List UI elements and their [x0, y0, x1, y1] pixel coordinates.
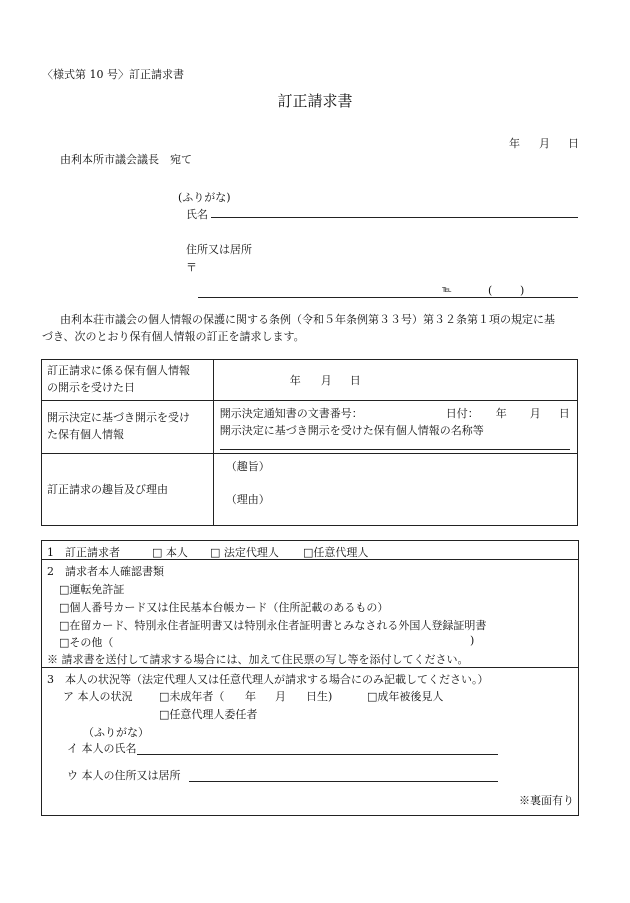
minor-birth-day: 日生)	[306, 690, 333, 703]
reason-text-label: （理由）	[225, 493, 270, 506]
principal-furigana-label: （ふりがな）	[83, 726, 149, 739]
furigana-label: (ふりがな)	[178, 191, 231, 204]
disclosed-info-label-2: た保有個人情報	[47, 428, 124, 441]
disclosure-date-label-2: の開示を受けた日	[47, 381, 135, 394]
reason-label-cell	[42, 454, 214, 526]
divider	[42, 667, 578, 668]
doc-month: 月	[529, 407, 541, 420]
reason-label: 訂正請求の趣旨及び理由	[47, 483, 168, 496]
tel-close-paren: )	[520, 284, 525, 297]
reverse-side-note: ※裏面有り	[519, 794, 574, 807]
principal-address-field[interactable]	[189, 781, 498, 782]
date-year: 年	[509, 137, 520, 150]
voluntary-principal-checkbox[interactable]: □任意代理人委任者	[159, 708, 258, 721]
mailing-note: ※ 請求書を送付して請求する場合には、加えて住民票の写し等を添付してください。	[47, 653, 469, 666]
requester-info-box	[41, 540, 579, 816]
doc-date-label: 日付：	[445, 407, 479, 420]
principal-name-field[interactable]	[137, 754, 498, 755]
other-doc-checkbox[interactable]: □その他（	[59, 636, 114, 649]
doc-year: 年	[495, 407, 507, 420]
principal-status-label: 3 本人の状況等（法定代理人又は任意代理人が請求する場合にのみ記載してください。）	[47, 673, 489, 686]
requester-legal-agent-checkbox[interactable]: □ 法定代理人	[210, 546, 279, 559]
minor-birth-month: 月	[275, 690, 286, 703]
requester-self-checkbox[interactable]: □ 本人	[152, 546, 188, 559]
page-title: 訂正請求書	[277, 92, 353, 110]
id-docs-label: 2 請求者本人確認書類	[47, 565, 164, 578]
tel-open-paren: (	[488, 284, 493, 297]
intro-line-2: づき、次のとおり保有個人情報の訂正を請求します。	[42, 330, 305, 343]
other-doc-close: )	[470, 634, 475, 647]
address-label: 住所又は居所	[186, 243, 252, 256]
principal-status-a-label: ア 本人の状況	[63, 690, 133, 703]
disclosed-info-cell[interactable]	[213, 401, 577, 454]
disclosure-month: 月	[320, 374, 332, 387]
adult-guardian-checkbox[interactable]: □成年被後見人	[367, 690, 444, 703]
divider	[42, 559, 578, 560]
disclosure-date-label-1: 訂正請求に係る保有個人情報	[47, 364, 190, 377]
correction-table	[41, 359, 578, 526]
reason-cell[interactable]	[213, 454, 577, 526]
drivers-license-checkbox[interactable]: □運転免許証	[59, 583, 125, 596]
disclosed-info-label-1: 開示決定に基づき開示を受け	[47, 411, 190, 424]
intro-line-1: 由利本荘市議会の個人情報の保護に関する条例（令和５年条例第３３号）第３２条第１項の規定に基	[60, 313, 555, 326]
disclosed-info-name-label: 開示決定に基づき開示を受けた保有個人情報の名称等	[219, 424, 484, 437]
minor-birth-year: 年	[245, 690, 256, 703]
disclosure-date-cell[interactable]	[213, 360, 577, 401]
name-label: 氏名	[186, 208, 208, 221]
disclosed-info-name-line	[220, 449, 570, 450]
address-field[interactable]	[198, 297, 578, 298]
postal-mark: 〒	[186, 261, 197, 274]
purpose-label: （趣旨）	[225, 460, 270, 473]
minor-checkbox[interactable]: □未成年者（	[159, 690, 225, 703]
residence-card-checkbox[interactable]: □在留カード、特別永住者証明書又は特別永住者証明書とみなされる外国人登録証明書	[59, 619, 487, 632]
disclosed-info-label-cell	[42, 401, 214, 454]
disclosure-day: 日	[349, 374, 361, 387]
disclosure-date-label-cell	[42, 360, 214, 401]
doc-number-label: 開示決定通知書の文書番号：	[219, 407, 363, 420]
disclosure-year: 年	[289, 374, 301, 387]
requester-voluntary-agent-checkbox[interactable]: □任意代理人	[303, 546, 369, 559]
principal-address-label: ウ 本人の住所又は居所	[67, 769, 181, 782]
date-month: 月	[539, 137, 550, 150]
date-day: 日	[568, 137, 579, 150]
mynumber-card-checkbox[interactable]: □個人番号カード又は住民基本台帳カード（住所記載のあるもの）	[59, 601, 389, 614]
requester-type-label: 1 訂正請求者	[47, 546, 120, 559]
doc-day: 日	[558, 407, 570, 420]
addressee: 由利本所市議会議長 宛て	[60, 153, 192, 166]
form-number: 〈様式第 10 号〉訂正請求書	[42, 68, 184, 81]
tel-label: ℡	[442, 285, 452, 295]
name-field[interactable]	[211, 217, 578, 218]
principal-name-label: イ 本人の氏名	[67, 742, 137, 755]
